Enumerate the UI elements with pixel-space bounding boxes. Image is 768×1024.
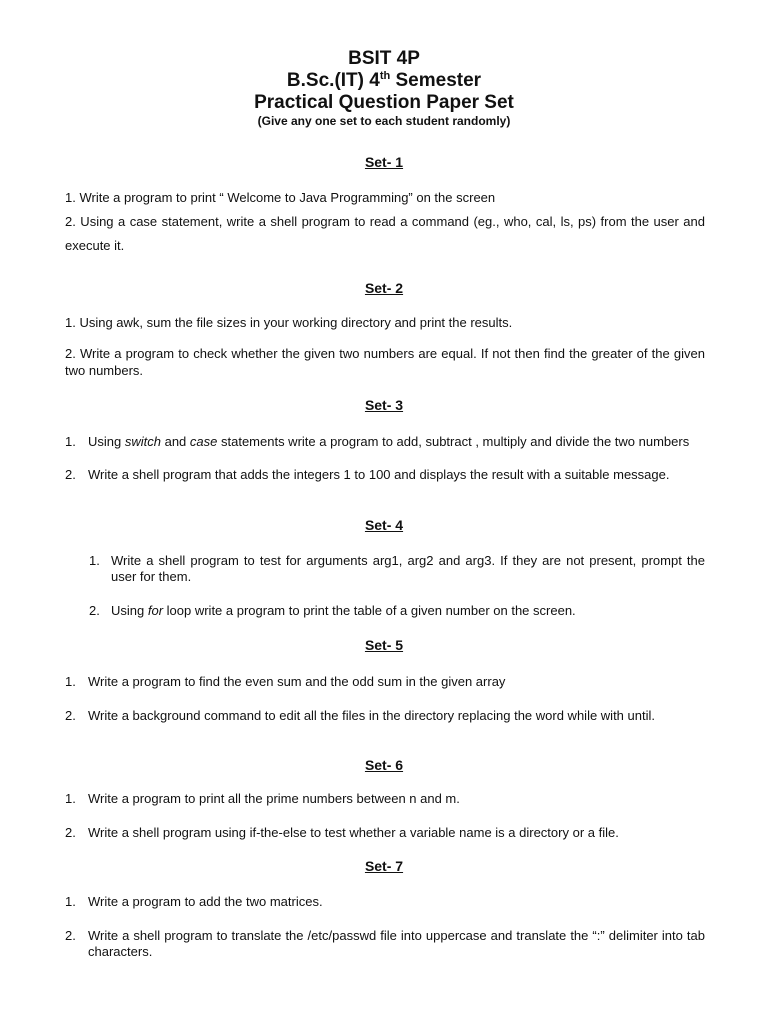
instruction-note: (Give any one set to each student randomly) [257, 114, 511, 128]
set-7-q2-number: 2. [65, 928, 76, 943]
semester-superscript: th [379, 70, 391, 82]
semester-title [0, 70, 768, 92]
set-1-question-1: 1. Write a program to print “ Welcome to Java Programming” on the screen [65, 190, 496, 205]
set-3-q1-switch: switch [124, 434, 161, 449]
set-4-title: Set- 4 [364, 517, 404, 533]
set-4-q2-part-a: Using [111, 603, 148, 618]
set-3-q1-case: case [189, 434, 218, 449]
set-5-q1-number: 1. [65, 674, 76, 689]
set-6-q2-number: 2. [65, 825, 76, 840]
set-3-q2-text: Write a shell program that adds the integers 1 to 100 and displays the result with a suitable message. [88, 467, 670, 482]
set-4-q2-for: for [147, 603, 164, 618]
set-3-q1-number: 1. [65, 434, 76, 449]
paper-title: Practical Question Paper Set [254, 92, 514, 113]
set-5-q2-text: Write a background command to edit all the files in the directory replacing the word while with until. [88, 708, 655, 723]
set-4-q1-text: Write a shell program to test for arguments arg1, arg2 and arg3. If they are not present, prompt the user for them. [111, 553, 705, 584]
set-4-q2-text [111, 603, 705, 619]
semester-title-main: B.Sc.(IT) 4 [286, 70, 380, 91]
set-2-question-1: 1. Using awk, sum the file sizes in your working directory and print the results. [65, 315, 513, 330]
set-6-title: Set- 6 [364, 757, 404, 773]
set-6-q1-number: 1. [65, 791, 76, 806]
set-3-q1-part-a: Using [88, 434, 125, 449]
set-2-title: Set- 2 [364, 280, 404, 296]
set-3-q1-part-c: and [160, 434, 190, 449]
set-5-q1-text: Write a program to find the even sum and the odd sum in the given array [88, 674, 506, 689]
set-7-q1-number: 1. [65, 894, 76, 909]
set-3-q1-part-e: statements write a program to add, subtract , multiply and divide the two numbers [217, 434, 690, 449]
set-6-q1-text: Write a program to print all the prime numbers between n and m. [88, 791, 460, 806]
set-7-title: Set- 7 [364, 858, 404, 874]
course-code: BSIT 4P [348, 48, 420, 69]
set-7-q1-text: Write a program to add the two matrices. [88, 894, 323, 909]
set-1-question-2: 2. Using a case statement, write a shell program to read a command (eg., who, cal, ls, ps) from the user and execute it. [65, 214, 705, 253]
set-3-q2-number: 2. [65, 467, 76, 482]
set-3-q1-text [88, 434, 705, 450]
set-2-question-2: 2. Write a program to check whether the given two numbers are equal. If not then find the greater of the given two numbers. [65, 346, 705, 378]
set-5-q2-number: 2. [65, 708, 76, 723]
semester-title-suffix: Semester [390, 70, 482, 91]
set-6-q2-text: Write a shell program using if-the-else to test whether a variable name is a directory or a file. [88, 825, 619, 840]
document-header [0, 48, 768, 128]
set-3-title: Set- 3 [364, 397, 404, 413]
set-4-q2-number: 2. [89, 603, 100, 618]
set-1-title: Set- 1 [364, 154, 404, 170]
set-4-q2-part-c: loop write a program to print the table of a given number on the screen. [163, 603, 576, 618]
set-7-q2-text: Write a shell program to translate the /etc/passwd file into uppercase and translate the “:” delimiter into tab characters. [88, 928, 705, 959]
set-5-title: Set- 5 [364, 637, 404, 653]
set-4-q1-number: 1. [89, 553, 100, 568]
